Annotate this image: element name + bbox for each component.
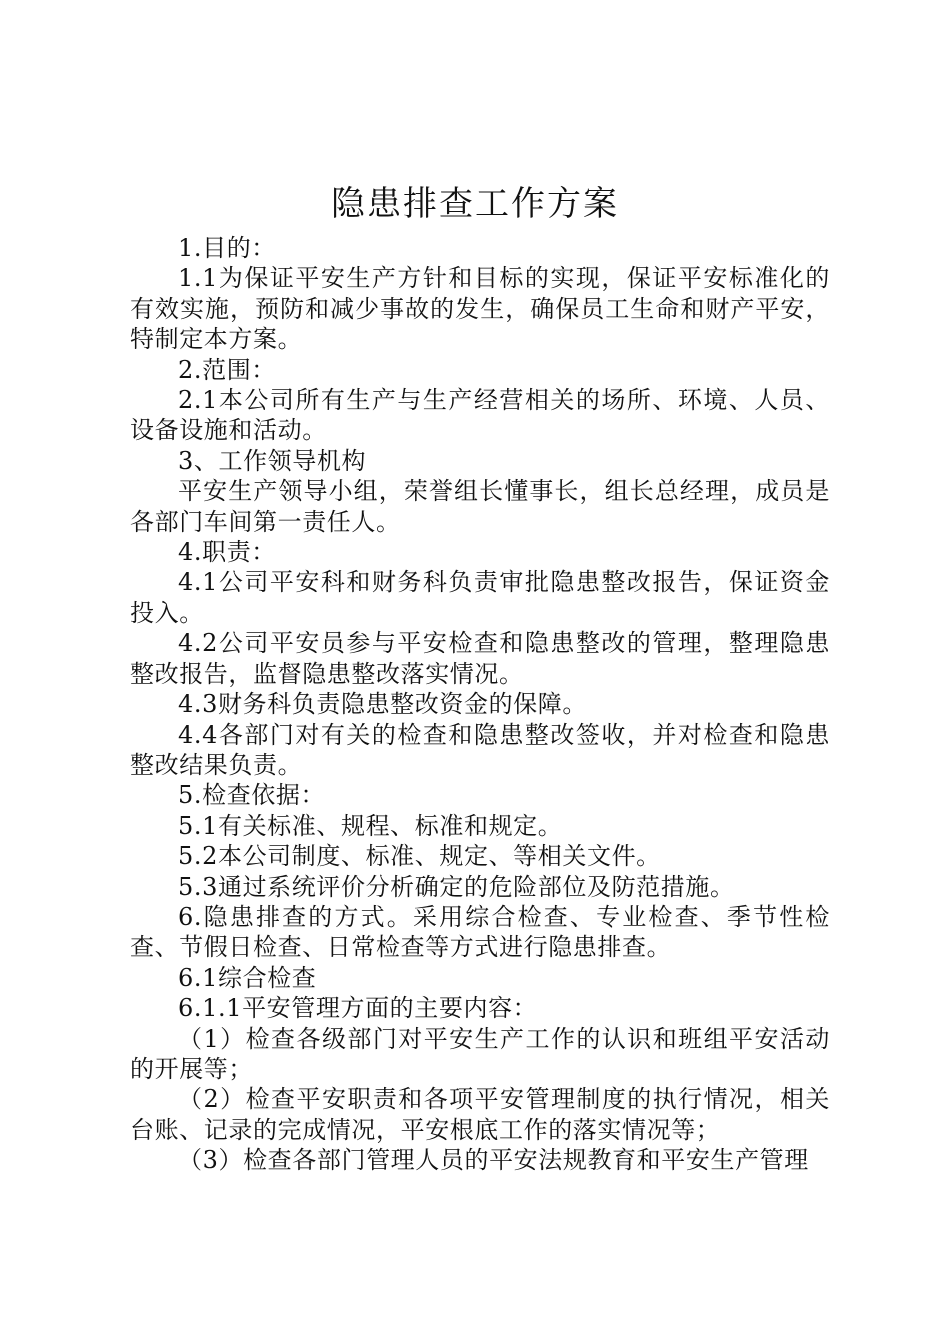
paragraph: 平安生产领导小组，荣誉组长懂事长，组长总经理，成员是各部门车间第一责任人。 (130, 477, 830, 536)
paragraph: 5.3通过系统评价分析确定的危险部位及防范措施。 (178, 872, 735, 901)
document-body (130, 233, 830, 1176)
paragraph: （2）检查平安职责和各项平安管理制度的执行情况，相关台账、记录的完成情况，平安根底工作的落实情况等； (130, 1085, 830, 1144)
paragraph: （1）检查各级部门对平安生产工作的认识和班组平安活动的开展等； (130, 1024, 830, 1083)
paragraph: 6.1综合检查 (178, 963, 317, 992)
paragraph: 1.目的： (178, 234, 276, 262)
paragraph: 3、工作领导机构 (178, 446, 367, 475)
paragraph: 4.3财务科负责隐患整改资金的保障。 (178, 690, 587, 719)
paragraph: 5.2本公司制度、标准、规定、等相关文件。 (178, 842, 661, 871)
paragraph: 6.隐患排查的方式。采用综合检查、专业检查、季节性检查、节假日检查、日常检查等方式进行隐患排查。 (130, 902, 830, 962)
paragraph: （3）检查各部门管理人员的平安法规教育和平安生产管理 (178, 1146, 809, 1175)
paragraph: 2.范围： (178, 355, 276, 384)
paragraph: 4.2公司平安员参与平安检查和隐患整改的管理，整理隐患整改报告，监督隐患整改落实情况。 (130, 629, 830, 688)
paragraph: 5.1有关标准、规程、标准和规定。 (178, 811, 563, 840)
paragraph: 1.1为保证平安生产方针和目标的实现，保证平安标准化的有效实施，预防和减少事故的发生，确保员工生命和财产平安，特制定本方案。 (130, 264, 830, 354)
paragraph: 4.4各部门对有关的检查和隐患整改签收，并对检查和隐患整改结果负责。 (130, 720, 830, 779)
paragraph: 6.1.1平安管理方面的主要内容： (178, 994, 538, 1023)
document-title: 隐患排查工作方案 (331, 184, 619, 224)
paragraph: 4.职责： (178, 538, 276, 567)
paragraph: 2.1本公司所有生产与生产经营相关的场所、环境、人员、设备设施和活动。 (130, 386, 830, 445)
paragraph: 4.1公司平安科和财务科负责审批隐患整改报告，保证资金投入。 (130, 568, 830, 627)
paragraph: 5.检查依据： (178, 781, 326, 810)
